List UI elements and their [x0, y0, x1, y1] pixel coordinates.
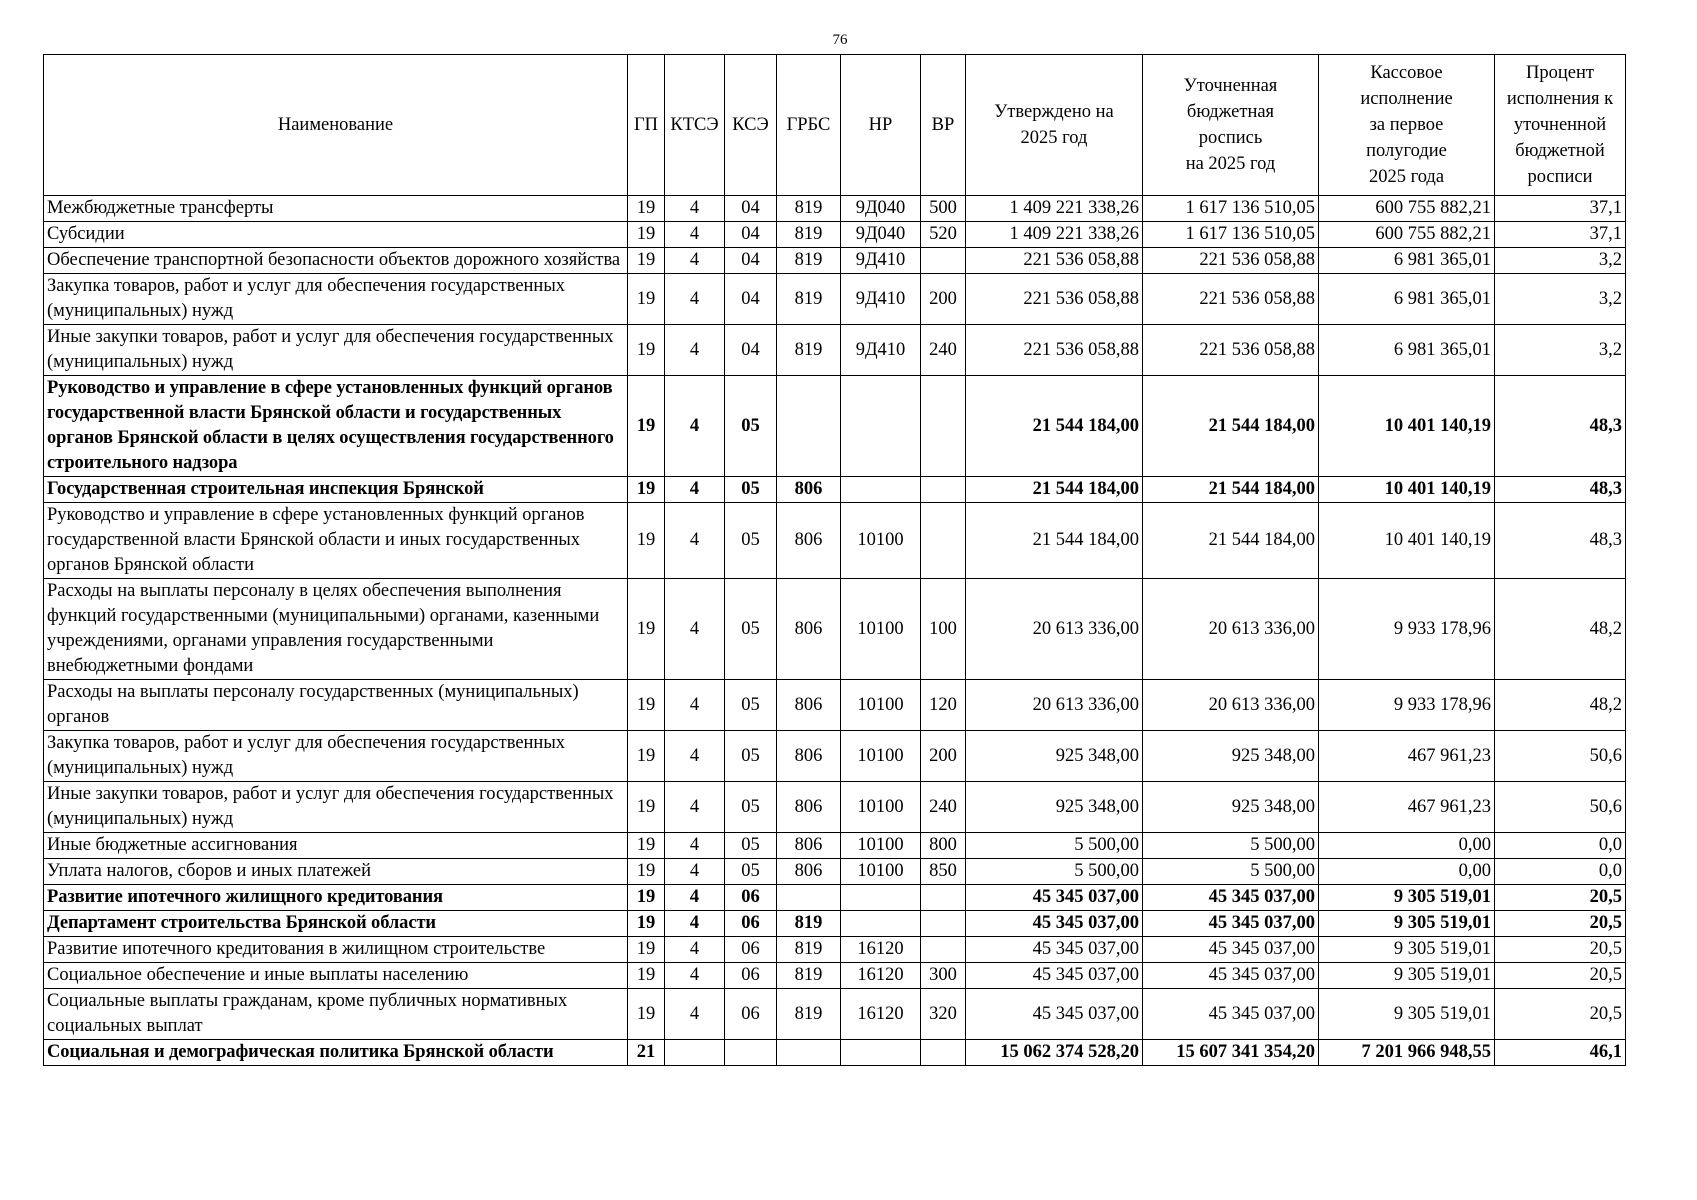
cell-kse: 05 [725, 503, 777, 579]
cell-gp: 19 [628, 911, 665, 937]
cell-nr: 16120 [841, 989, 921, 1040]
cell-refined: 1 617 136 510,05 [1143, 196, 1319, 222]
cell-cash: 7 201 966 948,55 [1319, 1040, 1495, 1066]
cell-approved: 45 345 037,00 [966, 911, 1143, 937]
cell-name: Межбюджетные трансферты [44, 196, 628, 222]
cell-ktse: 4 [665, 859, 725, 885]
table-row [44, 477, 1626, 503]
cell-grbs: 819 [777, 325, 841, 376]
cell-name: Социальное обеспечение и иные выплаты населению [44, 963, 628, 989]
table-body [44, 196, 1626, 1066]
cell-pct: 50,6 [1495, 731, 1626, 782]
cell-approved: 221 536 058,88 [966, 274, 1143, 325]
cell-kse: 06 [725, 911, 777, 937]
table-row [44, 911, 1626, 937]
header-cash-line: исполнение [1360, 89, 1453, 109]
cell-refined: 15 607 341 354,20 [1143, 1040, 1319, 1066]
table-row [44, 782, 1626, 833]
cell-nr: 10100 [841, 833, 921, 859]
cell-nr: 10100 [841, 731, 921, 782]
table-row [44, 274, 1626, 325]
cell-name: Иные закупки товаров, работ и услуг для обеспечения государственных (муниципальных) нужд [44, 325, 628, 376]
cell-kse: 06 [725, 937, 777, 963]
cell-gp: 19 [628, 885, 665, 911]
cell-refined: 20 613 336,00 [1143, 680, 1319, 731]
cell-pct: 37,1 [1495, 222, 1626, 248]
cell-gp: 19 [628, 859, 665, 885]
cell-nr: 9Д410 [841, 325, 921, 376]
cell-pct: 46,1 [1495, 1040, 1626, 1066]
cell-refined: 21 544 184,00 [1143, 477, 1319, 503]
cell-approved: 45 345 037,00 [966, 963, 1143, 989]
cell-name: Руководство и управление в сфере установленных функций органов государственной власти Брянской области и государственных органов Брянской области в целях осуществления государственного строительного надзора [44, 376, 628, 477]
cell-nr: 10100 [841, 680, 921, 731]
cell-cash: 600 755 882,21 [1319, 222, 1495, 248]
cell-grbs: 819 [777, 911, 841, 937]
cell-name: Развитие ипотечного жилищного кредитования [44, 885, 628, 911]
cell-approved: 5 500,00 [966, 859, 1143, 885]
cell-name: Закупка товаров, работ и услуг для обеспечения государственных (муниципальных) нужд [44, 274, 628, 325]
cell-pct: 20,5 [1495, 963, 1626, 989]
table-row [44, 859, 1626, 885]
cell-approved: 20 613 336,00 [966, 579, 1143, 680]
cell-nr: 10100 [841, 782, 921, 833]
cell-gp: 19 [628, 503, 665, 579]
cell-pct: 48,3 [1495, 503, 1626, 579]
cell-gp: 19 [628, 248, 665, 274]
header-refined [1143, 55, 1319, 196]
header-pct-line: бюджетной [1515, 141, 1605, 161]
cell-kse: 06 [725, 885, 777, 911]
cell-refined: 5 500,00 [1143, 859, 1319, 885]
table-row [44, 937, 1626, 963]
cell-kse: 05 [725, 477, 777, 503]
cell-refined: 1 617 136 510,05 [1143, 222, 1319, 248]
cell-cash: 10 401 140,19 [1319, 503, 1495, 579]
cell-refined: 221 536 058,88 [1143, 325, 1319, 376]
cell-vr [921, 503, 966, 579]
cell-cash: 9 305 519,01 [1319, 937, 1495, 963]
cell-name: Расходы на выплаты персоналу государственных (муниципальных) органов [44, 680, 628, 731]
cell-vr [921, 376, 966, 477]
header-pct [1495, 55, 1626, 196]
cell-gp: 19 [628, 477, 665, 503]
cell-grbs [777, 885, 841, 911]
cell-vr [921, 911, 966, 937]
header-pct-line: росписи [1527, 167, 1593, 187]
cell-name: Государственная строительная инспекция Брянской [44, 477, 628, 503]
cell-ktse: 4 [665, 833, 725, 859]
table-row [44, 196, 1626, 222]
header-refined-line: бюджетная [1186, 102, 1275, 122]
table-row [44, 680, 1626, 731]
cell-gp: 19 [628, 196, 665, 222]
cell-refined: 45 345 037,00 [1143, 963, 1319, 989]
header-refined-line: роспись [1198, 128, 1263, 148]
cell-vr: 850 [921, 859, 966, 885]
cell-gp: 19 [628, 731, 665, 782]
cell-grbs: 819 [777, 963, 841, 989]
cell-ktse: 4 [665, 782, 725, 833]
cell-pct: 48,3 [1495, 477, 1626, 503]
cell-approved: 925 348,00 [966, 731, 1143, 782]
cell-pct: 20,5 [1495, 989, 1626, 1040]
cell-vr [921, 477, 966, 503]
cell-refined: 925 348,00 [1143, 782, 1319, 833]
cell-pct: 20,5 [1495, 937, 1626, 963]
cell-grbs: 806 [777, 579, 841, 680]
cell-refined: 21 544 184,00 [1143, 376, 1319, 477]
cell-refined: 45 345 037,00 [1143, 885, 1319, 911]
cell-pct: 0,0 [1495, 833, 1626, 859]
table-row [44, 579, 1626, 680]
cell-ktse: 4 [665, 503, 725, 579]
cell-nr: 10100 [841, 503, 921, 579]
cell-kse: 04 [725, 196, 777, 222]
cell-refined: 221 536 058,88 [1143, 248, 1319, 274]
cell-gp: 19 [628, 325, 665, 376]
header-approved-line: Утверждено на [994, 102, 1114, 122]
table-row [44, 963, 1626, 989]
cell-vr: 300 [921, 963, 966, 989]
cell-cash: 9 933 178,96 [1319, 579, 1495, 680]
table-row [44, 1040, 1626, 1066]
cell-ktse: 4 [665, 885, 725, 911]
cell-name: Иные закупки товаров, работ и услуг для обеспечения государственных (муниципальных) нужд [44, 782, 628, 833]
cell-gp: 19 [628, 274, 665, 325]
cell-nr [841, 911, 921, 937]
budget-table [43, 54, 1626, 1066]
cell-pct: 48,2 [1495, 680, 1626, 731]
cell-ktse: 4 [665, 963, 725, 989]
page-number: 76 [832, 32, 848, 48]
cell-grbs: 806 [777, 859, 841, 885]
table-row [44, 503, 1626, 579]
header-refined-line: на 2025 год [1185, 154, 1276, 174]
cell-name: Развитие ипотечного кредитования в жилищном строительстве [44, 937, 628, 963]
cell-grbs: 806 [777, 782, 841, 833]
table-row [44, 989, 1626, 1040]
cell-grbs: 806 [777, 477, 841, 503]
cell-grbs: 819 [777, 222, 841, 248]
cell-kse: 05 [725, 376, 777, 477]
cell-grbs: 806 [777, 680, 841, 731]
cell-grbs: 819 [777, 989, 841, 1040]
cell-nr: 9Д040 [841, 196, 921, 222]
cell-cash: 6 981 365,01 [1319, 274, 1495, 325]
cell-ktse: 4 [665, 325, 725, 376]
header-refined-line: Уточненная [1183, 76, 1278, 96]
cell-pct: 20,5 [1495, 885, 1626, 911]
cell-grbs: 806 [777, 503, 841, 579]
cell-cash: 0,00 [1319, 833, 1495, 859]
cell-approved: 221 536 058,88 [966, 325, 1143, 376]
cell-kse: 05 [725, 731, 777, 782]
cell-vr: 120 [921, 680, 966, 731]
cell-grbs [777, 376, 841, 477]
cell-pct: 48,2 [1495, 579, 1626, 680]
cell-kse [725, 1040, 777, 1066]
cell-cash: 9 933 178,96 [1319, 680, 1495, 731]
table-row [44, 731, 1626, 782]
cell-nr [841, 1040, 921, 1066]
cell-ktse: 4 [665, 731, 725, 782]
cell-refined: 20 613 336,00 [1143, 579, 1319, 680]
header-cash-line: 2025 года [1368, 167, 1445, 187]
header-ktse: КТСЭ [665, 55, 725, 196]
table-row [44, 222, 1626, 248]
cell-grbs: 819 [777, 937, 841, 963]
cell-nr [841, 885, 921, 911]
cell-vr: 240 [921, 325, 966, 376]
cell-approved: 15 062 374 528,20 [966, 1040, 1143, 1066]
cell-nr: 10100 [841, 859, 921, 885]
cell-approved: 21 544 184,00 [966, 376, 1143, 477]
cell-cash: 600 755 882,21 [1319, 196, 1495, 222]
cell-grbs: 819 [777, 196, 841, 222]
cell-vr [921, 1040, 966, 1066]
cell-ktse: 4 [665, 579, 725, 680]
header-cash-line: полугодие [1366, 141, 1447, 161]
cell-name: Расходы на выплаты персоналу в целях обеспечения выполнения функций государственными (муниципальными) органами, казенными учреждениями, органами управления государственными внебюджетными фондами [44, 579, 628, 680]
cell-pct: 3,2 [1495, 248, 1626, 274]
cell-approved: 5 500,00 [966, 833, 1143, 859]
table-row [44, 833, 1626, 859]
cell-kse: 05 [725, 859, 777, 885]
header-cash-line: за первое [1369, 115, 1444, 135]
header-pct-line: Процент [1526, 63, 1594, 83]
cell-nr: 9Д410 [841, 248, 921, 274]
cell-ktse: 4 [665, 196, 725, 222]
cell-cash: 9 305 519,01 [1319, 963, 1495, 989]
cell-kse: 06 [725, 989, 777, 1040]
header-approved [966, 55, 1143, 196]
cell-approved: 21 544 184,00 [966, 477, 1143, 503]
cell-cash: 0,00 [1319, 859, 1495, 885]
table-row [44, 248, 1626, 274]
cell-name: Социальная и демографическая политика Брянской области [44, 1040, 628, 1066]
cell-ktse: 4 [665, 274, 725, 325]
cell-nr: 16120 [841, 963, 921, 989]
cell-gp: 19 [628, 782, 665, 833]
cell-approved: 45 345 037,00 [966, 885, 1143, 911]
cell-pct: 20,5 [1495, 911, 1626, 937]
cell-name: Закупка товаров, работ и услуг для обеспечения государственных (муниципальных) нужд [44, 731, 628, 782]
cell-pct: 37,1 [1495, 196, 1626, 222]
cell-name: Иные бюджетные ассигнования [44, 833, 628, 859]
cell-nr [841, 376, 921, 477]
cell-grbs: 806 [777, 731, 841, 782]
header-name: Наименование [44, 55, 628, 196]
cell-gp: 19 [628, 376, 665, 477]
cell-vr: 320 [921, 989, 966, 1040]
header-vr: ВР [921, 55, 966, 196]
header-approved-line: 2025 год [1020, 128, 1088, 148]
cell-vr: 520 [921, 222, 966, 248]
cell-vr: 800 [921, 833, 966, 859]
cell-name: Субсидии [44, 222, 628, 248]
cell-pct: 3,2 [1495, 325, 1626, 376]
cell-gp: 19 [628, 937, 665, 963]
cell-cash: 10 401 140,19 [1319, 376, 1495, 477]
header-cash-line: Кассовое [1370, 63, 1443, 83]
cell-vr [921, 248, 966, 274]
cell-nr: 16120 [841, 937, 921, 963]
cell-cash: 9 305 519,01 [1319, 989, 1495, 1040]
cell-cash: 6 981 365,01 [1319, 325, 1495, 376]
cell-ktse: 4 [665, 680, 725, 731]
cell-name: Социальные выплаты гражданам, кроме публичных нормативных социальных выплат [44, 989, 628, 1040]
cell-grbs: 806 [777, 833, 841, 859]
header-row [44, 55, 1626, 196]
header-kse: КСЭ [725, 55, 777, 196]
cell-kse: 06 [725, 963, 777, 989]
cell-cash: 467 961,23 [1319, 782, 1495, 833]
cell-nr [841, 477, 921, 503]
cell-nr: 9Д410 [841, 274, 921, 325]
cell-kse: 04 [725, 248, 777, 274]
cell-pct: 0,0 [1495, 859, 1626, 885]
cell-refined: 45 345 037,00 [1143, 937, 1319, 963]
cell-ktse: 4 [665, 477, 725, 503]
table-row [44, 885, 1626, 911]
cell-approved: 20 613 336,00 [966, 680, 1143, 731]
cell-kse: 04 [725, 274, 777, 325]
cell-kse: 04 [725, 325, 777, 376]
cell-ktse: 4 [665, 911, 725, 937]
cell-nr: 10100 [841, 579, 921, 680]
cell-approved: 1 409 221 338,26 [966, 196, 1143, 222]
cell-approved: 45 345 037,00 [966, 989, 1143, 1040]
cell-name: Руководство и управление в сфере установленных функций органов государственной власти Брянской области и иных государственных органов Брянской области [44, 503, 628, 579]
cell-vr [921, 885, 966, 911]
cell-cash: 9 305 519,01 [1319, 885, 1495, 911]
cell-kse: 05 [725, 680, 777, 731]
cell-refined: 925 348,00 [1143, 731, 1319, 782]
cell-grbs: 819 [777, 248, 841, 274]
cell-gp: 19 [628, 680, 665, 731]
cell-approved: 45 345 037,00 [966, 937, 1143, 963]
cell-gp: 21 [628, 1040, 665, 1066]
cell-refined: 45 345 037,00 [1143, 989, 1319, 1040]
header-grbs: ГРБС [777, 55, 841, 196]
cell-refined: 21 544 184,00 [1143, 503, 1319, 579]
cell-vr: 100 [921, 579, 966, 680]
header-gp: ГП [628, 55, 665, 196]
cell-approved: 1 409 221 338,26 [966, 222, 1143, 248]
cell-vr: 200 [921, 274, 966, 325]
header-nr: НР [841, 55, 921, 196]
cell-kse: 04 [725, 222, 777, 248]
cell-pct: 3,2 [1495, 274, 1626, 325]
cell-gp: 19 [628, 963, 665, 989]
cell-vr: 240 [921, 782, 966, 833]
cell-ktse: 4 [665, 376, 725, 477]
cell-approved: 21 544 184,00 [966, 503, 1143, 579]
cell-approved: 221 536 058,88 [966, 248, 1143, 274]
cell-cash: 6 981 365,01 [1319, 248, 1495, 274]
cell-nr: 9Д040 [841, 222, 921, 248]
cell-pct: 50,6 [1495, 782, 1626, 833]
cell-cash: 10 401 140,19 [1319, 477, 1495, 503]
table-row [44, 325, 1626, 376]
cell-name: Уплата налогов, сборов и иных платежей [44, 859, 628, 885]
cell-kse: 05 [725, 579, 777, 680]
cell-ktse: 4 [665, 248, 725, 274]
table-row [44, 376, 1626, 477]
cell-kse: 05 [725, 782, 777, 833]
cell-grbs [777, 1040, 841, 1066]
cell-gp: 19 [628, 989, 665, 1040]
cell-cash: 9 305 519,01 [1319, 911, 1495, 937]
cell-ktse: 4 [665, 937, 725, 963]
cell-grbs: 819 [777, 274, 841, 325]
cell-pct: 48,3 [1495, 376, 1626, 477]
cell-ktse [665, 1040, 725, 1066]
cell-cash: 467 961,23 [1319, 731, 1495, 782]
cell-vr: 200 [921, 731, 966, 782]
cell-gp: 19 [628, 579, 665, 680]
cell-gp: 19 [628, 222, 665, 248]
cell-vr: 500 [921, 196, 966, 222]
cell-ktse: 4 [665, 222, 725, 248]
cell-refined: 5 500,00 [1143, 833, 1319, 859]
cell-approved: 925 348,00 [966, 782, 1143, 833]
cell-refined: 221 536 058,88 [1143, 274, 1319, 325]
cell-ktse: 4 [665, 989, 725, 1040]
cell-name: Департамент строительства Брянской области [44, 911, 628, 937]
cell-kse: 05 [725, 833, 777, 859]
header-cash [1319, 55, 1495, 196]
header-pct-line: исполнения к [1506, 89, 1614, 109]
header-pct-line: уточненной [1513, 115, 1607, 135]
cell-refined: 45 345 037,00 [1143, 911, 1319, 937]
cell-vr [921, 937, 966, 963]
cell-name: Обеспечение транспортной безопасности объектов дорожного хозяйства [44, 248, 628, 274]
cell-gp: 19 [628, 833, 665, 859]
